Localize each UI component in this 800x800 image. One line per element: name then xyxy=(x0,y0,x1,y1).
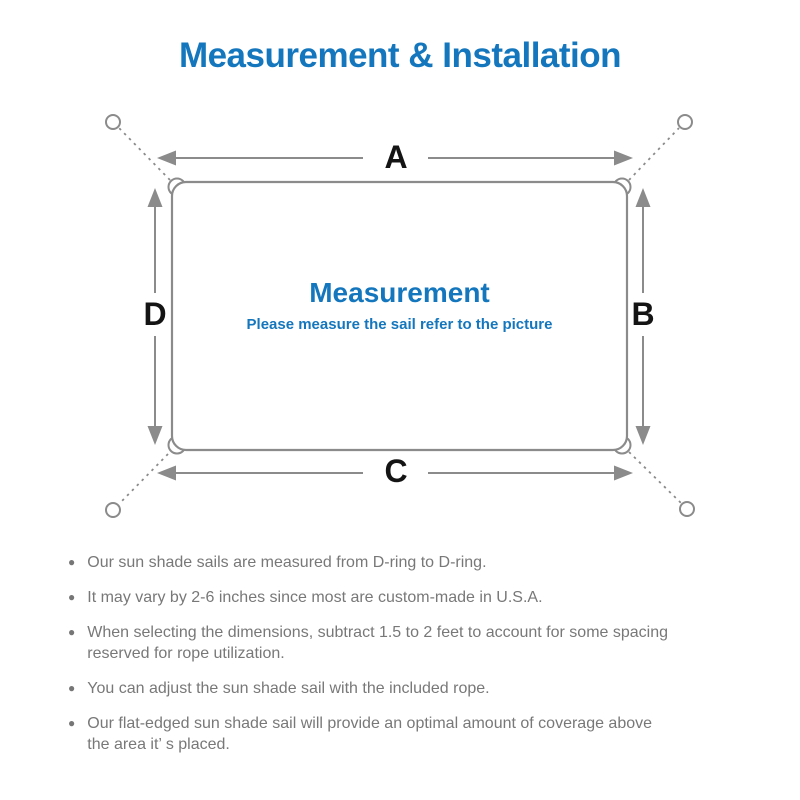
list-item xyxy=(68,678,758,699)
diagram-center-text xyxy=(172,278,627,335)
anchor-ring-top-right xyxy=(678,115,692,129)
notes-list xyxy=(68,552,758,769)
note-text xyxy=(87,552,486,573)
rope-line-bottom-left xyxy=(119,454,168,504)
anchor-ring-bottom-right xyxy=(680,502,694,516)
list-item xyxy=(68,713,758,755)
note-line: Our flat-edged sun shade sail will provide an optimal amount of coverage above xyxy=(87,715,653,732)
list-item xyxy=(68,622,758,664)
note-line: It may vary by 2-6 inches since most are custom-made in U.S.A. xyxy=(87,589,543,606)
rope-line-top-left xyxy=(119,128,170,180)
note-line: reserved for rope utilization. xyxy=(87,645,285,662)
dimension-label-b: B xyxy=(631,296,655,332)
diagram-center-title: Measurement xyxy=(309,277,490,308)
rope-line-top-right xyxy=(629,128,679,180)
bullet-icon: ● xyxy=(68,590,76,604)
arrowhead-a-left xyxy=(157,151,176,166)
note-line: When selecting the dimensions, subtract 1.5 to 2 feet to account for some spacing xyxy=(87,624,669,641)
anchor-ring-bottom-left xyxy=(106,503,120,517)
note-text xyxy=(87,622,668,664)
bullet-icon: ● xyxy=(68,555,76,569)
rope-line-bottom-right xyxy=(629,452,681,503)
note-line: the area it’ s placed. xyxy=(87,736,230,753)
note-text xyxy=(87,713,652,755)
dimension-label-a: A xyxy=(384,139,408,175)
list-item xyxy=(68,552,758,573)
anchor-ring-top-left xyxy=(106,115,120,129)
arrowhead-d-up xyxy=(148,188,163,207)
measurement-diagram xyxy=(0,100,800,540)
page-title: Measurement & Installation xyxy=(178,36,622,75)
note-text xyxy=(87,678,489,699)
arrowhead-b-down xyxy=(636,426,651,445)
bullet-icon: ● xyxy=(68,716,76,730)
arrowhead-a-right xyxy=(614,151,633,166)
bullet-icon: ● xyxy=(68,625,76,639)
note-line: Our sun shade sails are measured from D-ring to D-ring. xyxy=(87,554,487,571)
note-text xyxy=(87,587,542,608)
dimension-label-c: C xyxy=(384,453,408,489)
list-item xyxy=(68,587,758,608)
dimension-label-d: D xyxy=(143,296,167,332)
arrowhead-c-left xyxy=(157,466,176,481)
note-line: You can adjust the sun shade sail with the included rope. xyxy=(87,680,490,697)
arrowhead-c-right xyxy=(614,466,633,481)
bullet-icon: ● xyxy=(68,681,76,695)
diagram-center-subtitle: Please measure the sail refer to the picture xyxy=(246,316,553,333)
arrowhead-d-down xyxy=(148,426,163,445)
arrowhead-b-up xyxy=(636,188,651,207)
